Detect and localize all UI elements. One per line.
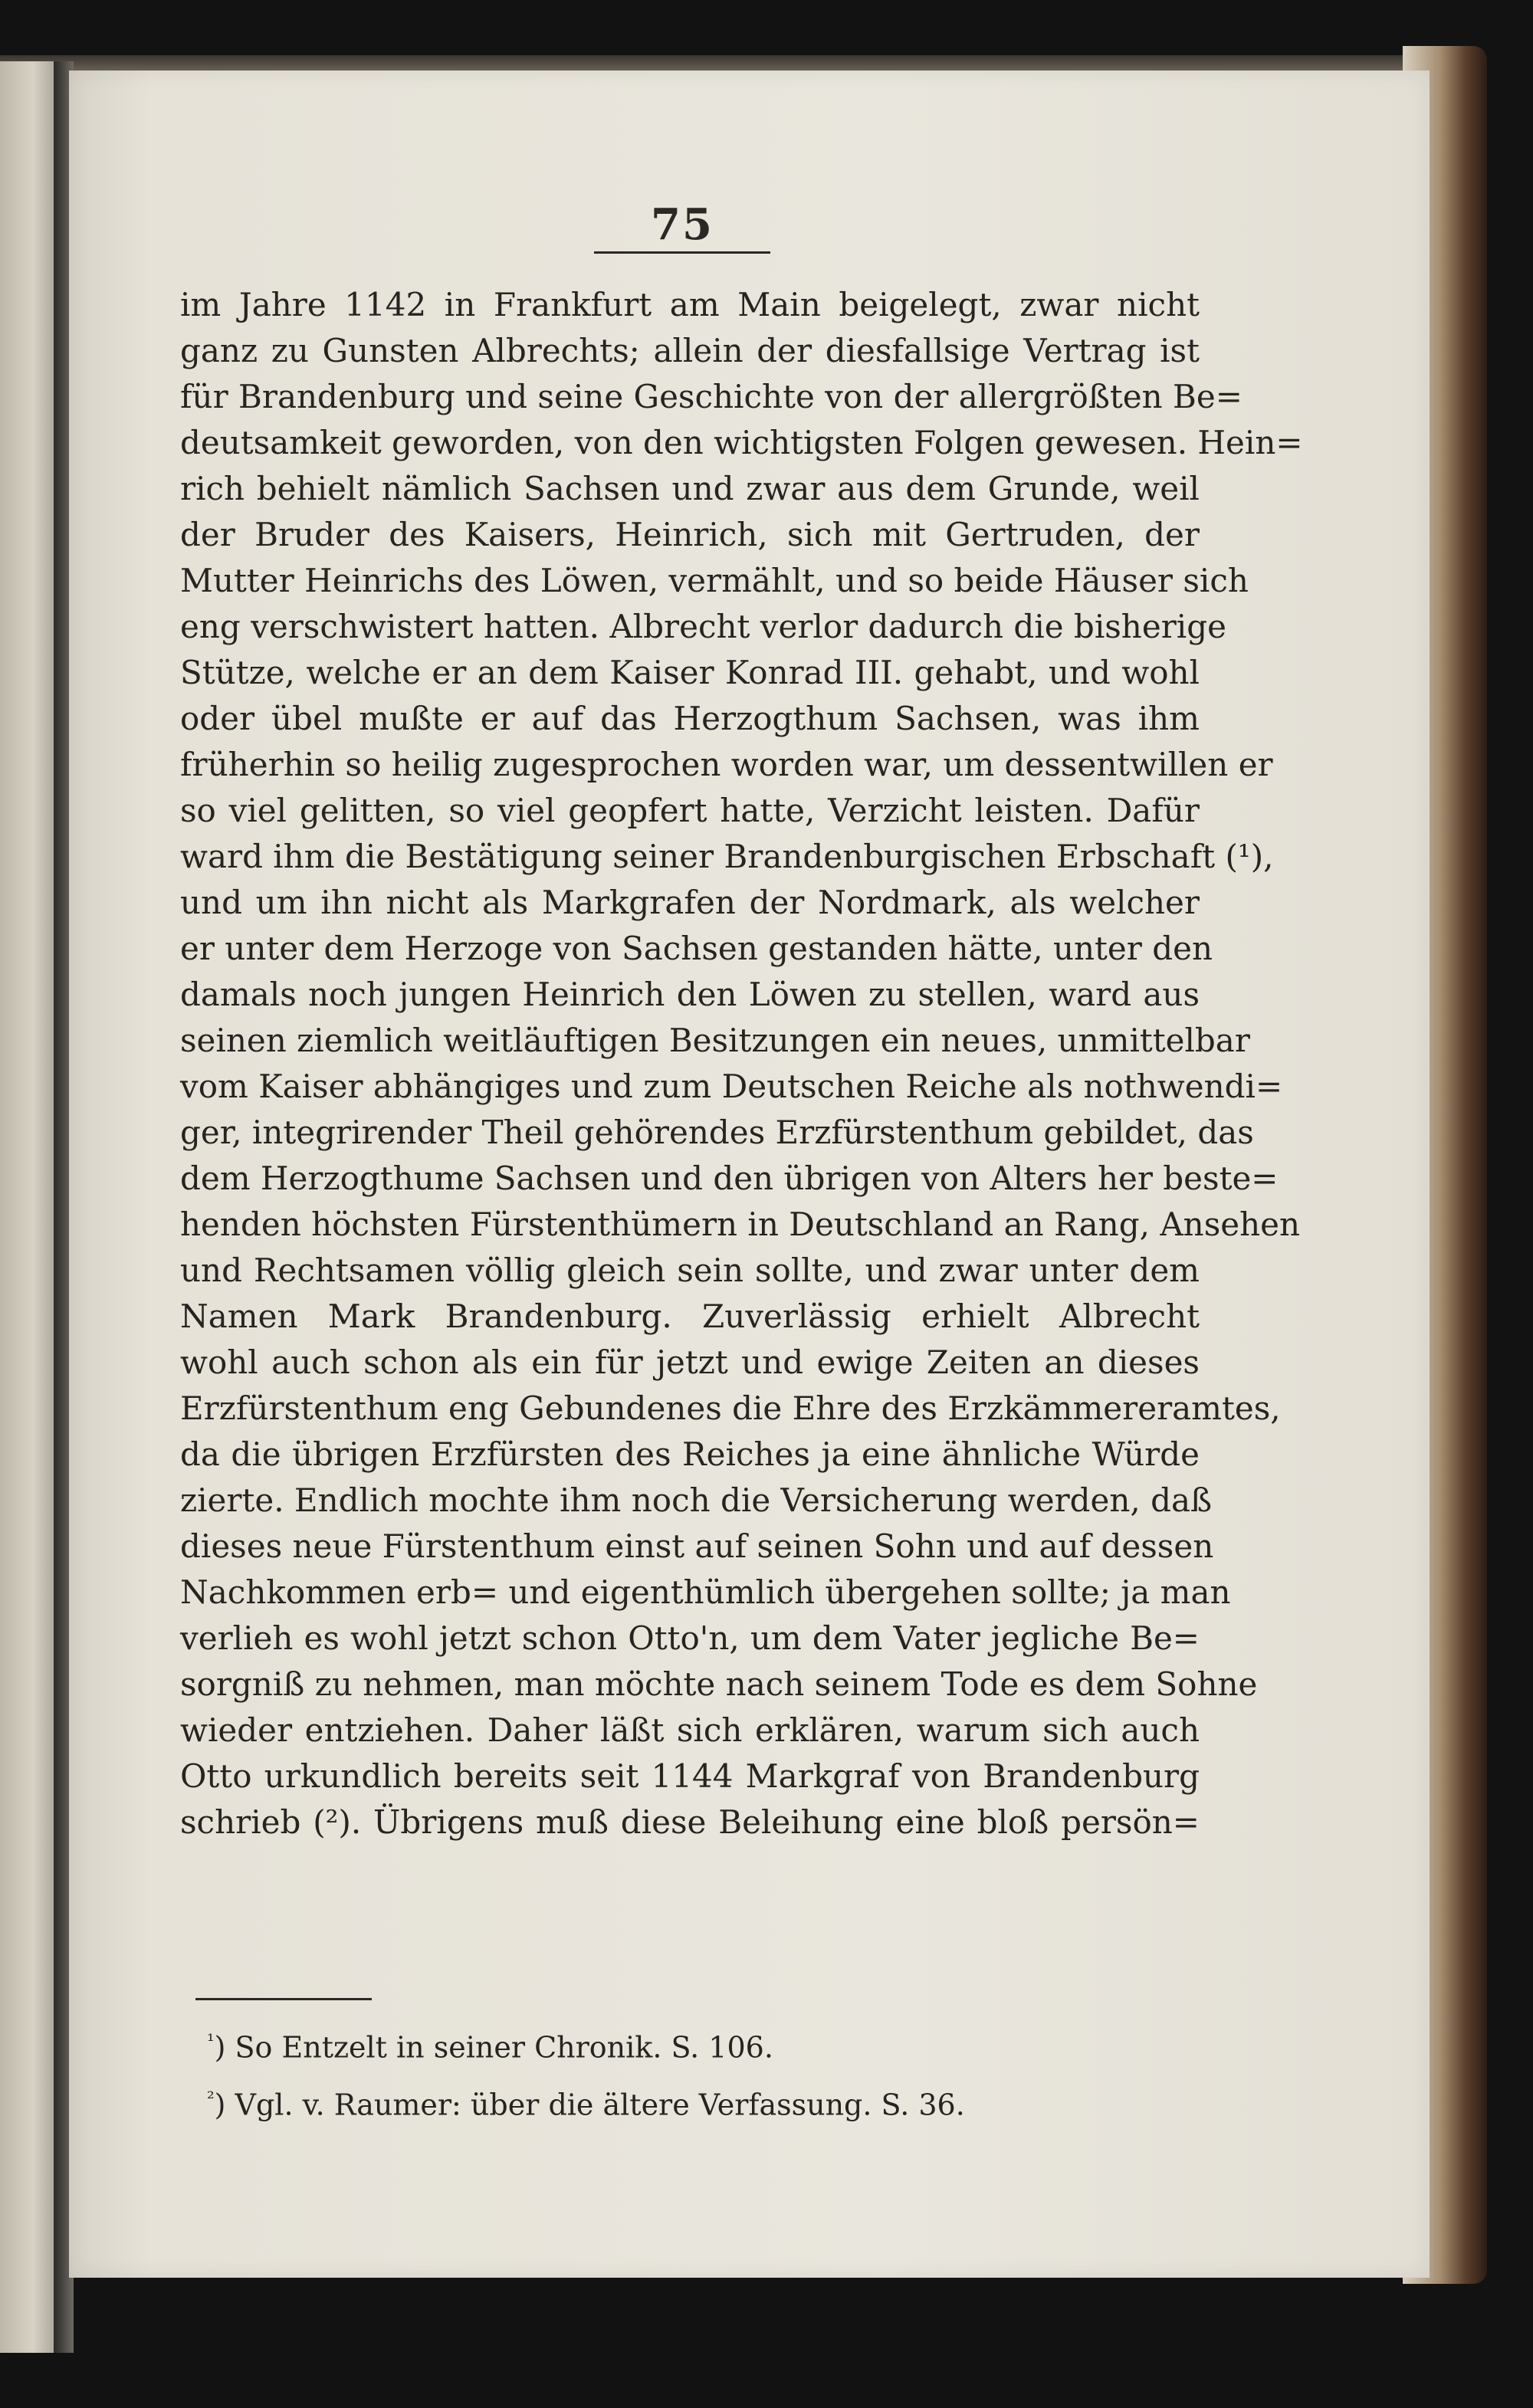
text-line: da die übrigen Erzfürsten des Reiches ja eine ähnliche Würde (180, 1435, 1200, 1473)
text-line: so viel gelitten, so viel geopfert hatte, Verzicht leisten. Dafür (180, 792, 1200, 829)
text-line: Erzfürstenthum eng Gebundenes die Ehre des Erzkämmereramtes, (180, 1389, 1281, 1427)
footnote-rule (195, 1998, 372, 2000)
text-line: ganz zu Gunsten Albrechts; allein der diesfallsige Vertrag ist (180, 332, 1200, 369)
footnote (207, 2073, 1127, 2131)
page-number: 75 (651, 199, 714, 250)
text-line: zierte. Endlich mochte ihm noch die Versicherung werden, daß (180, 1481, 1213, 1519)
text-line: rich behielt nämlich Sachsen und zwar aus dem Grunde, weil (180, 470, 1200, 507)
text-line: Mutter Heinrichs des Löwen, vermählt, und so beide Häuser sich (180, 562, 1249, 599)
text-line: wohl auch schon als ein für jetzt und ewige Zeiten an dieses (180, 1343, 1200, 1381)
text-line: früherhin so heilig zugesprochen worden war, um dessentwillen er (180, 746, 1273, 783)
text-line: oder übel mußte er auf das Herzogthum Sachsen, was ihm (180, 700, 1200, 737)
text-line: sorgniß zu nehmen, man möchte nach seinem Tode es dem Sohne (180, 1665, 1258, 1703)
text-line: Stütze, welche er an dem Kaiser Konrad III. gehabt, und wohl (180, 654, 1200, 691)
footnote (207, 2016, 1127, 2073)
footnote-text: ) Vgl. v. Raumer: über die ältere Verfassung. S. 36. (214, 2088, 965, 2122)
text-line: henden höchsten Fürstenthümern in Deutschland an Rang, Ansehen (180, 1206, 1301, 1243)
text-line: vom Kaiser abhängiges und zum Deutschen Reiche als nothwendi= (180, 1068, 1283, 1105)
footnote-marker: ¹ (207, 2030, 215, 2052)
text-line: damals noch jungen Heinrich den Löwen zu stellen, ward aus (180, 976, 1200, 1013)
text-line: wieder entziehen. Daher läßt sich erklären, warum sich auch (180, 1711, 1200, 1749)
text-line: Nachkommen erb= und eigenthümlich übergehen sollte; ja man (180, 1573, 1231, 1611)
text-line: Otto urkundlich bereits seit 1144 Markgraf von Brandenburg (180, 1757, 1200, 1795)
text-line: eng verschwistert hatten. Albrecht verlor dadurch die bisherige (180, 608, 1226, 645)
text-line: im Jahre 1142 in Frankfurt am Main beigelegt, zwar nicht (180, 286, 1200, 323)
footnotes (207, 2016, 1127, 2130)
body-text (180, 282, 1303, 1845)
text-line: ger, integrirender Theil gehörendes Erzfürstenthum gebildet, das (180, 1114, 1254, 1151)
text-line: er unter dem Herzoge von Sachsen gestanden hätte, unter den (180, 930, 1213, 967)
left-page-edge (0, 61, 60, 2353)
text-line: dem Herzogthume Sachsen und den übrigen von Alters her beste= (180, 1160, 1279, 1197)
text-line: ward ihm die Bestätigung seiner Brandenburgischen Erbschaft (¹), (180, 838, 1274, 875)
text-line: schrieb (²). Übrigens muß diese Beleihung eine bloß persön= (180, 1803, 1200, 1841)
text-line: verlieh es wohl jetzt schon Otto'n, um dem Vater jegliche Be= (180, 1619, 1200, 1657)
text-line: und Rechtsamen völlig gleich sein sollte, und zwar unter dem (180, 1252, 1200, 1289)
text-line: deutsamkeit geworden, von den wichtigsten Folgen gewesen. Hein= (180, 424, 1303, 461)
text-line: und um ihn nicht als Markgrafen der Nordmark, als welcher (180, 884, 1200, 921)
footnote-marker: ² (207, 2087, 215, 2109)
text-line: seinen ziemlich weitläuftigen Besitzungen ein neues, unmittelbar (180, 1022, 1250, 1059)
text-line: für Brandenburg und seine Geschichte von der allergrößten Be= (180, 378, 1242, 415)
text-line: der Bruder des Kaisers, Heinrich, sich mit Gertruden, der (180, 516, 1200, 553)
footnote-text: ) So Entzelt in seiner Chronik. S. 106. (214, 2030, 773, 2065)
page-number-rule (594, 251, 770, 254)
book-cover-edge (0, 55, 1456, 72)
text-line: dieses neue Fürstenthum einst auf seinen Sohn und auf dessen (180, 1527, 1214, 1565)
text-line: Namen Mark Brandenburg. Zuverlässig erhielt Albrecht (180, 1297, 1200, 1335)
